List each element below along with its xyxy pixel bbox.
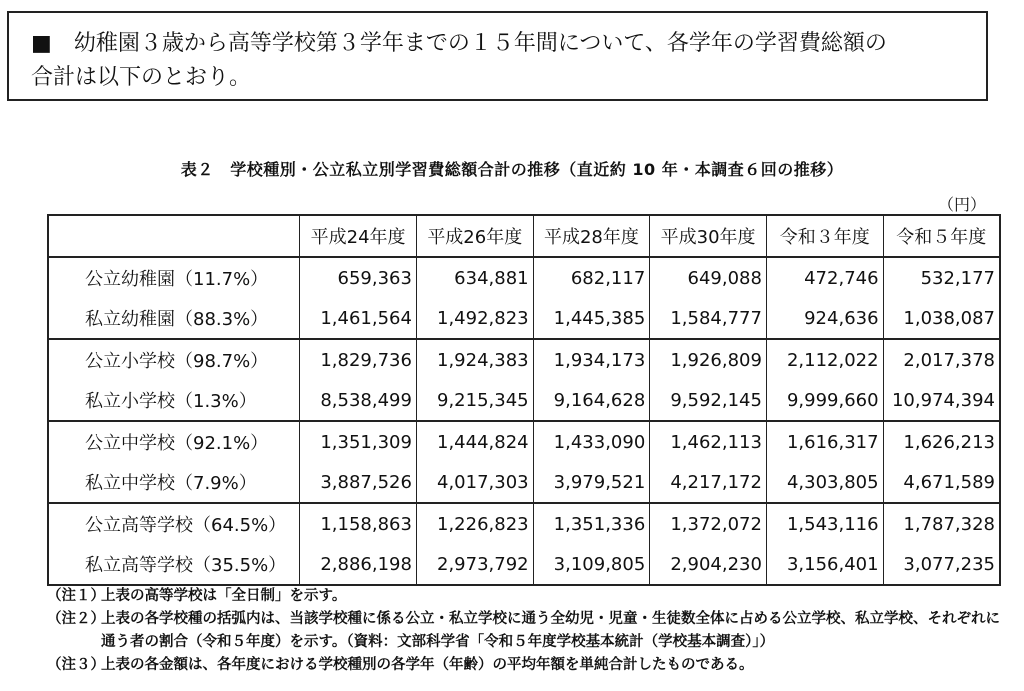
header-blank	[48, 215, 300, 257]
table-cell: 2,973,792	[416, 544, 533, 585]
table-cell: 1,351,336	[533, 503, 650, 544]
table-row	[48, 503, 1000, 544]
table-row	[48, 339, 1000, 380]
table-cell: 1,584,777	[650, 298, 767, 339]
table-cell: 9,592,145	[650, 380, 767, 421]
table-cell: 1,616,317	[766, 421, 883, 462]
table-cell: 4,217,172	[650, 462, 767, 503]
table-cell: 1,226,823	[416, 503, 533, 544]
table-cell: 1,372,072	[650, 503, 767, 544]
table-cell: 3,979,521	[533, 462, 650, 503]
row-label: 私立小学校（1.3%）	[48, 380, 300, 421]
summary-box	[7, 11, 988, 101]
table-cell: 9,999,660	[766, 380, 883, 421]
table-cell: 634,881	[416, 257, 533, 298]
table-cell: 1,924,383	[416, 339, 533, 380]
table-cell: 4,671,589	[883, 462, 1000, 503]
table-cell: 10,974,394	[883, 380, 1000, 421]
table-cell: 659,363	[300, 257, 417, 298]
table-cell: 3,887,526	[300, 462, 417, 503]
column-header: 平成28年度	[533, 215, 650, 257]
header-row	[48, 215, 1000, 257]
table-cell: 1,492,823	[416, 298, 533, 339]
table-cell: 682,117	[533, 257, 650, 298]
row-label: 私立高等学校（35.5%）	[48, 544, 300, 585]
table-cell: 1,543,116	[766, 503, 883, 544]
table-row	[48, 421, 1000, 462]
table-cell: 1,926,809	[650, 339, 767, 380]
column-header: 平成24年度	[300, 215, 417, 257]
table-cell: 924,636	[766, 298, 883, 339]
note-tag: （注３）	[47, 657, 105, 673]
table-cell: 1,351,309	[300, 421, 417, 462]
note-tag: （注１）	[47, 588, 105, 604]
table-cell: 2,886,198	[300, 544, 417, 585]
table-cell: 1,433,090	[533, 421, 650, 462]
row-label: 私立幼稚園（88.3%）	[48, 298, 300, 339]
column-header: 令和５年度	[883, 215, 1000, 257]
table-cell: 472,746	[766, 257, 883, 298]
table-cell: 1,934,173	[533, 339, 650, 380]
note-tag: （注２）	[47, 611, 105, 627]
table-cell: 1,829,736	[300, 339, 417, 380]
summary-text-line-1: 幼稚園３歳から高等学校第３学年までの１５年間について、各学年の学習費総額の	[73, 31, 887, 56]
note-text: 上表の高等学校は「全日制」を示す。	[101, 588, 347, 604]
column-header: 平成26年度	[416, 215, 533, 257]
table-row	[48, 380, 1000, 421]
table-cell: 1,038,087	[883, 298, 1000, 339]
table-cell: 8,538,499	[300, 380, 417, 421]
bullet-square-icon: ■	[31, 31, 52, 56]
table-title: 表２ 学校種別・公立私立別学習費総額合計の推移（直近約 10 年・本調査６回の推移）	[180, 160, 844, 179]
note-text: 上表の各学校種の括弧内は、当該学校種に係る公立・私立学校に通う全幼児・児童・生徒数全体に占める公立学校、私立学校、それぞれに通う者の割合（令和５年度）を示す。（資料：文部科学省「令和５年度学校基本統計（学校基本調査）」）	[101, 611, 1000, 650]
table-cell: 4,303,805	[766, 462, 883, 503]
table-cell: 1,461,564	[300, 298, 417, 339]
table-cell: 1,462,113	[650, 421, 767, 462]
table-cell: 9,164,628	[533, 380, 650, 421]
table-cell: 1,158,863	[300, 503, 417, 544]
table-cell: 532,177	[883, 257, 1000, 298]
table-cell: 2,112,022	[766, 339, 883, 380]
note-text: 上表の各金額は、各年度における学校種別の各学年（年齢）の平均年額を単純合計したものである。	[101, 657, 754, 673]
table-cell: 4,017,303	[416, 462, 533, 503]
expense-table	[47, 214, 1001, 586]
row-label: 公立幼稚園（11.7%）	[48, 257, 300, 298]
note-3	[47, 654, 1007, 677]
column-header: 令和３年度	[766, 215, 883, 257]
table-row	[48, 544, 1000, 585]
table-cell: 9,215,345	[416, 380, 533, 421]
row-label: 公立高等学校（64.5%）	[48, 503, 300, 544]
table-cell: 3,077,235	[883, 544, 1000, 585]
unit-label: （円）	[937, 195, 986, 214]
table-row	[48, 298, 1000, 339]
summary-line-1	[31, 27, 968, 61]
table-cell: 2,904,230	[650, 544, 767, 585]
table-cell: 1,444,824	[416, 421, 533, 462]
table-cell: 1,626,213	[883, 421, 1000, 462]
row-label: 私立中学校（7.9%）	[48, 462, 300, 503]
table-cell: 2,017,378	[883, 339, 1000, 380]
row-label: 公立中学校（92.1%）	[48, 421, 300, 462]
column-header: 平成30年度	[650, 215, 767, 257]
table-cell: 1,445,385	[533, 298, 650, 339]
note-2	[47, 608, 1007, 654]
table-cell: 649,088	[650, 257, 767, 298]
summary-text-line-2: 合計は以下のとおり。	[31, 65, 252, 90]
table-row	[48, 257, 1000, 298]
table-row	[48, 462, 1000, 503]
row-label: 公立小学校（98.7%）	[48, 339, 300, 380]
table-cell: 3,156,401	[766, 544, 883, 585]
note-1	[47, 585, 1007, 608]
notes	[47, 585, 1007, 677]
table-cell: 3,109,805	[533, 544, 650, 585]
table-cell: 1,787,328	[883, 503, 1000, 544]
